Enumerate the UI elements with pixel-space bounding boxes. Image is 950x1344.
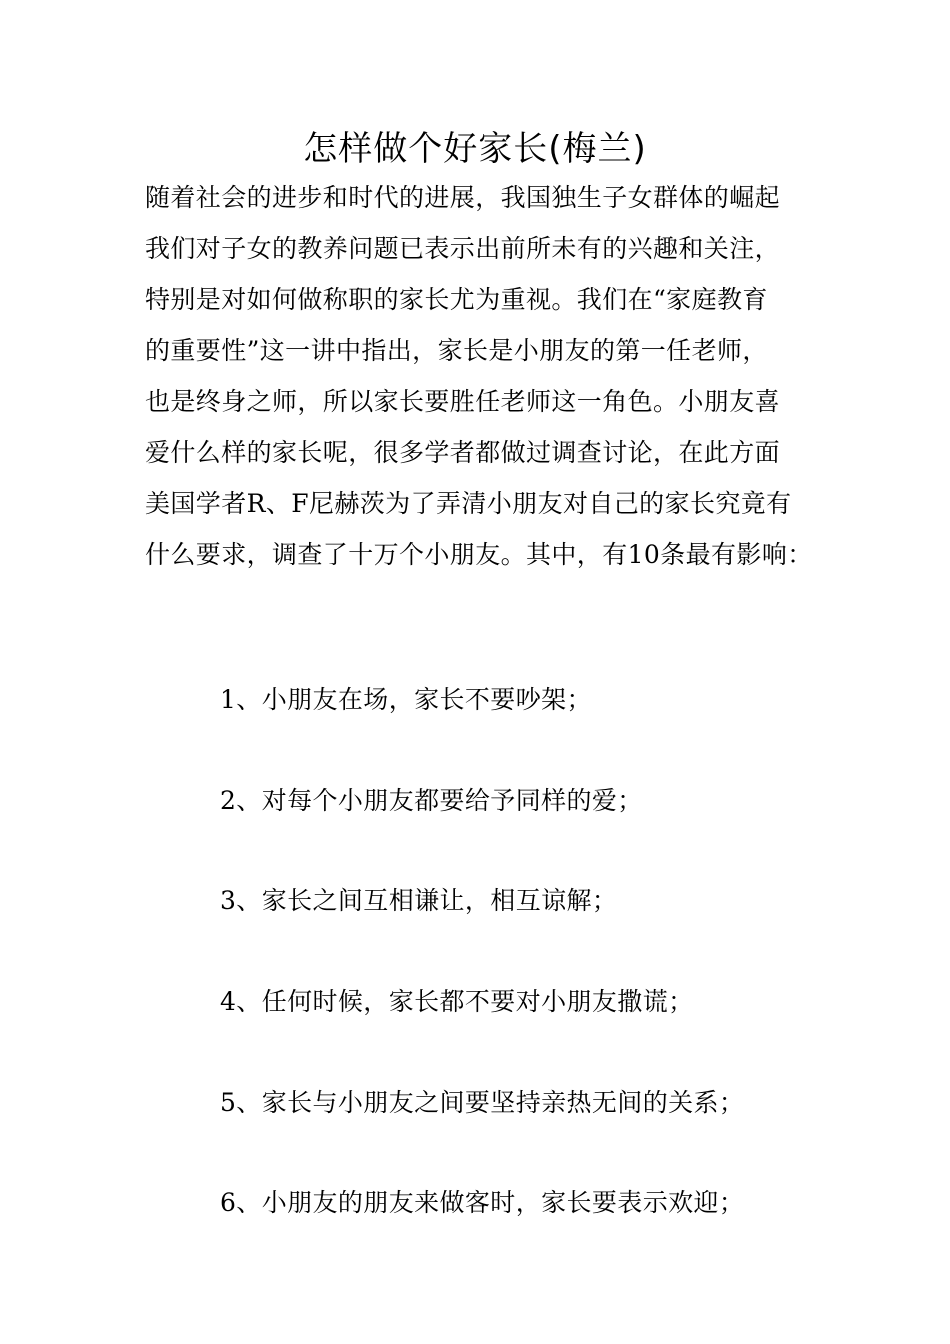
paragraph-line: 特别是对如何做称职的家长尤为重视。我们在“家庭教育 [145, 285, 768, 314]
list-item: 2、对每个小朋友都要给予同样的爱； [220, 786, 643, 815]
list-item: 6、小朋友的朋友来做客时，家长要表示欢迎； [220, 1188, 745, 1217]
paragraph-line: 我们对子女的教养问题已表示出前所未有的兴趣和关注， [145, 234, 781, 263]
paragraph-line: 也是终身之师，所以家长要胜任老师这一角色。小朋友喜 [145, 387, 781, 416]
list-item: 3、家长之间互相谦让，相互谅解； [220, 886, 618, 915]
paragraph-line: 什么要求，调查了十万个小朋友。其中，有10条最有影响： [145, 540, 813, 569]
list-item: 5、家长与小朋友之间要坚持亲热无间的关系； [220, 1088, 745, 1117]
paragraph-line: 随着社会的进步和时代的进展，我国独生子女群体的崛起 [145, 183, 781, 212]
paragraph-line: 美国学者R、F尼赫茨为了弄清小朋友对自己的家长究竟有 [145, 489, 792, 518]
document-title: 怎样做个好家长(梅兰) [303, 129, 647, 169]
list-item: 4、任何时候，家长都不要对小朋友撒谎； [220, 987, 694, 1016]
paragraph-line: 的重要性”这一讲中指出，家长是小朋友的第一任老师， [145, 336, 768, 365]
list-item: 1、小朋友在场，家长不要吵架； [220, 685, 592, 714]
paragraph-line: 爱什么样的家长呢，很多学者都做过调查讨论，在此方面 [145, 438, 781, 467]
